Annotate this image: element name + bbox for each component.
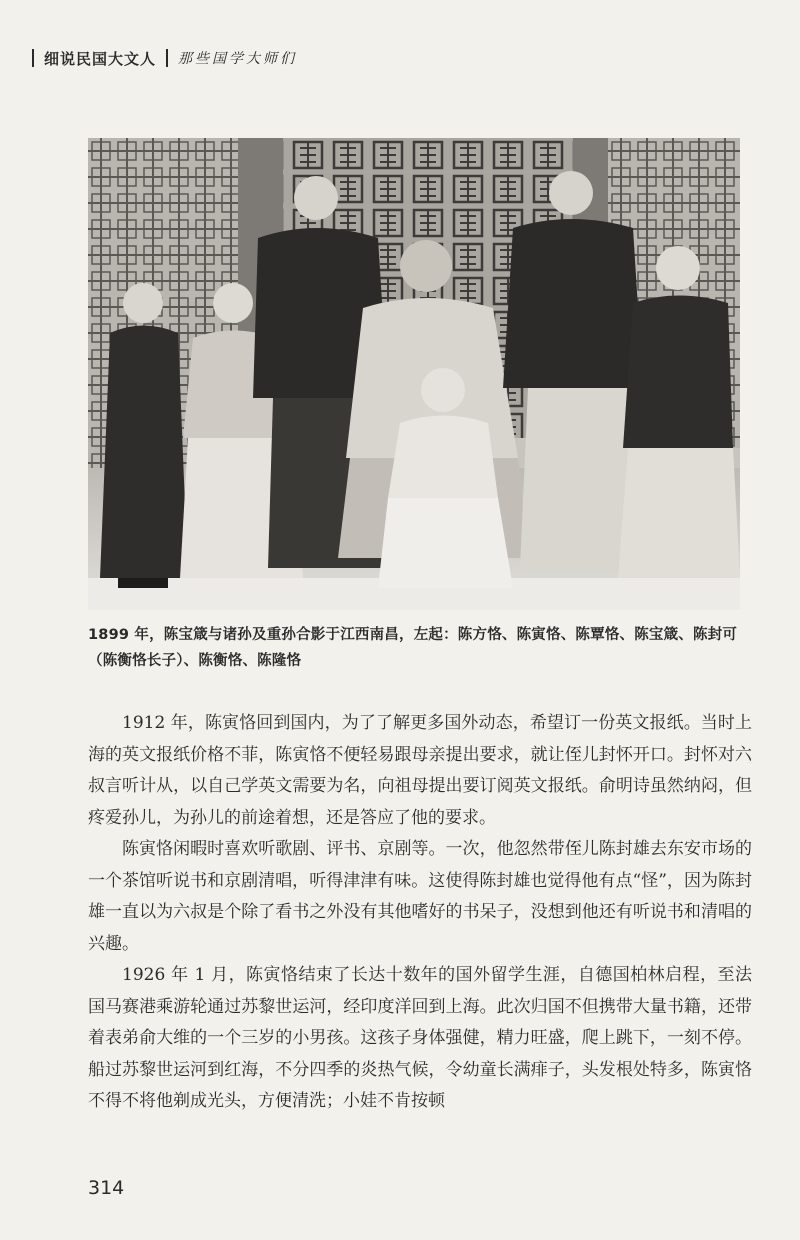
photo-illustration xyxy=(88,138,740,610)
historical-group-photo xyxy=(88,138,740,610)
body-text xyxy=(88,708,752,1118)
paragraph: 陈寅恪闲暇时喜欢听歌剧、评书、京剧等。一次，他忽然带侄儿陈封雄去东安市场的一个茶馆听说书和京剧清唱，听得津津有味。这使得陈封雄也觉得他有点“怪”，因为陈封雄一直以为六叔是个除了看书之外没有其他嗜好的书呆子，没想到他还有听说书和清唱的兴趣。 xyxy=(88,839,752,954)
header-divider xyxy=(166,49,168,67)
paragraph: 1912 年，陈寅恪回到国内，为了了解更多国外动态，希望订一份英文报纸。当时上海的英文报纸价格不菲，陈寅恪不便轻易跟母亲提出要求，就让侄儿封怀开口。封怀对六叔言听计从，以自己学英文需要为名，向祖母提出要订阅英文报纸。俞明诗虽然纳闷，但疼爱孙儿，为孙儿的前途着想，还是答应了他的要求。 xyxy=(88,713,752,828)
chapter-title: 那些国学大师们 xyxy=(178,51,298,67)
photo-caption: 1899 年，陈宝箴与诸孙及重孙合影于江西南昌，左起：陈方恪、陈寅恪、陈覃恪、陈宝箴、陈封可（陈衡恪长子）、陈衡恪、陈隆恪 xyxy=(88,627,738,669)
paragraph: 1926 年 1 月，陈寅恪结束了长达十数年的国外留学生涯，自德国柏林启程，至法国马赛港乘游轮通过苏黎世运河，经印度洋回到上海。此次归国不但携带大量书籍，还带着表弟俞大维的一个三岁的小男孩。这孩子身体强健，精力旺盛，爬上跳下，一刻不停。船过苏黎世运河到红海，不分四季的炎热气候，令幼童长满痱子，头发根处特多，陈寅恪不得不将他剃成光头，方便清洗；小娃不肯按顿 xyxy=(88,965,752,1111)
book-title: 细说民国大文人 xyxy=(44,49,157,68)
page-number: 314 xyxy=(88,1177,125,1199)
header-divider xyxy=(32,49,34,67)
running-header xyxy=(32,46,297,70)
